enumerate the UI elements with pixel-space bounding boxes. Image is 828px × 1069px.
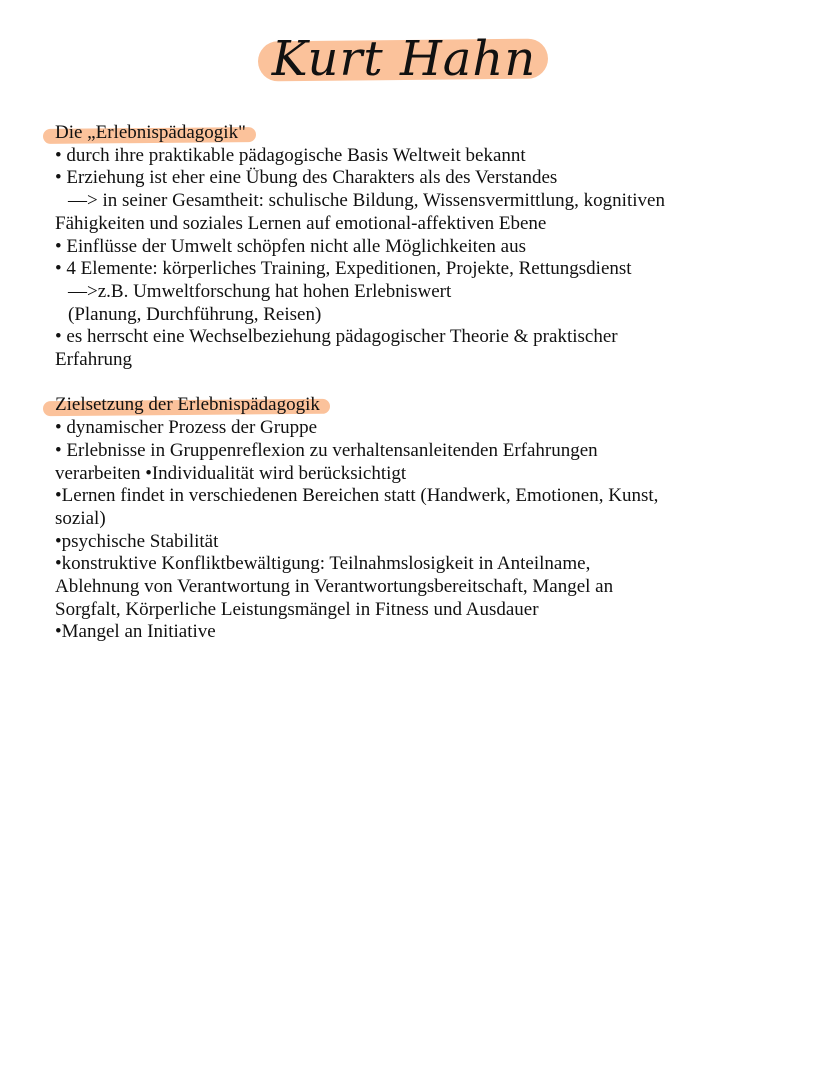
continuation-line: Fähigkeiten und soziales Lernen auf emotional-affektiven Ebene [55,212,547,234]
section-heading-erlebnispaedagogik: Die „Erlebnispädagogik" [55,122,246,143]
continuation-line: verarbeiten •Individualität wird berücksichtigt [55,462,407,484]
continuation-line: Sorgfalt, Körperliche Leistungsmängel in Fitness und Ausdauer [55,598,539,620]
list-item: •konstruktive Konfliktbewältigung: Teilnahmslosigkeit in Anteilname, [55,553,591,575]
list-item: • es herrscht eine Wechselbeziehung pädagogischer Theorie & praktischer [55,326,618,348]
list-item: •psychische Stabilität [55,530,219,552]
continuation-line: sozial) [55,507,106,529]
list-item: • Erlebnisse in Gruppenreflexion zu verhaltensanleitenden Erfahrungen [55,439,598,461]
sub-item: —>z.B. Umweltforschung hat hohen Erlebniswert [68,280,452,302]
continuation-line: Erfahrung [55,349,133,371]
section-gap [55,372,795,395]
notes-body [55,122,795,644]
list-item: •Mangel an Initiative [55,621,216,643]
list-item: • 4 Elemente: körperliches Training, Expeditionen, Projekte, Rettungsdienst [55,258,632,280]
sub-item: —> in seiner Gesamtheit: schulische Bildung, Wissensvermittlung, kognitiven [68,190,665,212]
continuation-line: Ablehnung von Verantwortung in Verantwortungsbereitschaft, Mangel an [55,576,614,598]
list-item: • dynamischer Prozess der Gruppe [55,417,318,439]
sub-item: (Planung, Durchführung, Reisen) [68,303,322,325]
list-item: • Einflüsse der Umwelt schöpfen nicht alle Möglichkeiten aus [55,235,526,257]
section-heading-zielsetzung: Zielsetzung der Erlebnispädagogik [55,394,320,416]
list-item: • durch ihre praktikable pädagogische Basis Weltweit bekannt [55,144,526,166]
list-item: •Lernen findet in verschiedenen Bereichen statt (Handwerk, Emotionen, Kunst, [55,485,659,507]
title-block [258,26,550,92]
list-item: • Erziehung ist eher eine Übung des Charakters als des Verstandes [55,167,558,189]
page-title: Kurt Hahn [271,31,537,87]
